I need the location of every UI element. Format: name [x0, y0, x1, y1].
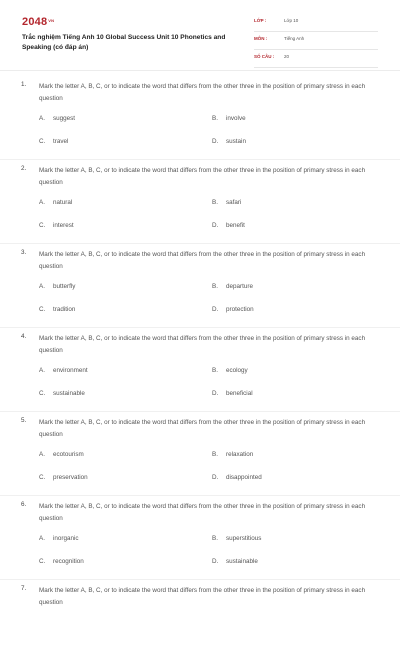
option-text: preservation — [53, 474, 88, 481]
question-list — [0, 79, 400, 667]
option-a[interactable] — [39, 367, 88, 374]
option-letter: A. — [39, 283, 45, 290]
option-letter: A. — [39, 535, 45, 542]
option-text: protection — [226, 306, 254, 313]
option-c[interactable] — [39, 390, 85, 397]
question-text: Mark the letter A, B, C, or to indicate the word that differs from the other three in the position of primary stress in each question — [39, 251, 366, 270]
option-text: tradition — [53, 306, 76, 313]
option-text: disappointed — [226, 474, 262, 481]
option-text: environment — [53, 367, 88, 374]
option-text: sustainable — [53, 390, 85, 397]
meta-subject-value: Tiếng Anh — [284, 36, 305, 41]
meta-count-value: 20 — [284, 54, 290, 59]
question-item — [0, 583, 400, 667]
option-a[interactable] — [39, 115, 75, 122]
option-d[interactable] — [212, 222, 245, 229]
option-b[interactable] — [212, 535, 261, 542]
option-text: recognition — [53, 558, 84, 565]
meta-class-row — [254, 14, 378, 32]
option-b[interactable] — [212, 283, 253, 290]
option-letter: D. — [212, 474, 219, 481]
page-title: Trắc nghiệm Tiếng Anh 10 Global Success Unit 10 Phonetics and Speaking (có đáp án) — [22, 34, 226, 51]
option-a[interactable] — [39, 535, 79, 542]
question-text: Mark the letter A, B, C, or to indicate the word that differs from the other three in the position of primary stress in each question — [39, 587, 366, 606]
question-number: 6. — [21, 501, 27, 508]
question-divider — [0, 495, 400, 496]
option-letter: C. — [39, 390, 46, 397]
question-number: 2. — [21, 165, 27, 172]
option-letter: A. — [39, 115, 45, 122]
meta-class-label: LỚP : — [254, 18, 267, 23]
option-b[interactable] — [212, 115, 246, 122]
question-divider — [0, 243, 400, 244]
question-divider — [0, 411, 400, 412]
option-text: travel — [53, 138, 69, 145]
page-header — [0, 0, 400, 72]
meta-count-row — [254, 50, 378, 68]
option-letter: B. — [212, 451, 218, 458]
option-letter: C. — [39, 558, 46, 565]
option-c[interactable] — [39, 306, 75, 313]
option-letter: D. — [212, 306, 219, 313]
option-c[interactable] — [39, 474, 88, 481]
question-text: Mark the letter A, B, C, or to indicate the word that differs from the other three in the position of primary stress in each question — [39, 83, 366, 102]
meta-class-value: Lớp 10 — [284, 18, 299, 23]
option-text: benefit — [226, 222, 245, 229]
option-d[interactable] — [212, 306, 254, 313]
option-d[interactable] — [212, 474, 262, 481]
header-divider — [0, 70, 400, 71]
option-letter: D. — [212, 390, 219, 397]
question-text: Mark the letter A, B, C, or to indicate the word that differs from the other three in the position of primary stress in each question — [39, 167, 366, 186]
option-b[interactable] — [212, 451, 253, 458]
question-item — [0, 499, 400, 583]
quiz-meta — [254, 14, 378, 68]
meta-count-label: SỐ CÂU : — [254, 54, 275, 59]
option-c[interactable] — [39, 222, 74, 229]
option-letter: B. — [212, 367, 218, 374]
option-letter: C. — [39, 222, 46, 229]
option-text: departure — [226, 283, 253, 290]
option-letter: A. — [39, 451, 45, 458]
question-item — [0, 79, 400, 163]
question-number: 1. — [21, 81, 27, 88]
option-d[interactable] — [212, 558, 258, 565]
question-item — [0, 331, 400, 415]
option-text: interest — [53, 222, 74, 229]
question-number: 4. — [21, 333, 27, 340]
option-text: suggest — [53, 115, 76, 122]
question-text: Mark the letter A, B, C, or to indicate the word that differs from the other three in the position of primary stress in each question — [39, 419, 366, 438]
option-text: sustain — [226, 138, 246, 145]
option-text: butterfly — [53, 283, 76, 290]
option-text: inorganic — [53, 535, 79, 542]
option-text: sustainable — [226, 558, 258, 565]
option-d[interactable] — [212, 138, 246, 145]
option-c[interactable] — [39, 138, 68, 145]
option-c[interactable] — [39, 558, 84, 565]
option-text: superstitious — [226, 535, 262, 542]
question-number: 7. — [21, 585, 27, 592]
option-a[interactable] — [39, 451, 84, 458]
option-text: natural — [53, 199, 73, 206]
option-text: safari — [226, 199, 242, 206]
question-number: 5. — [21, 417, 27, 424]
question-text: Mark the letter A, B, C, or to indicate the word that differs from the other three in the position of primary stress in each question — [39, 335, 366, 354]
option-text: ecotourism — [53, 451, 84, 458]
option-letter: C. — [39, 138, 46, 145]
logo-text: 2048 — [22, 16, 48, 28]
logo-suffix: VN — [48, 18, 55, 23]
option-a[interactable] — [39, 199, 72, 206]
option-letter: C. — [39, 306, 46, 313]
option-text: beneficial — [226, 390, 253, 397]
question-item — [0, 247, 400, 331]
option-letter: D. — [212, 138, 219, 145]
option-b[interactable] — [212, 199, 241, 206]
option-letter: B. — [212, 535, 218, 542]
option-b[interactable] — [212, 367, 248, 374]
option-a[interactable] — [39, 283, 75, 290]
option-letter: A. — [39, 199, 45, 206]
option-letter: D. — [212, 222, 219, 229]
meta-subject-label: MÔN : — [254, 36, 268, 41]
option-text: involve — [226, 115, 246, 122]
option-letter: B. — [212, 199, 218, 206]
question-number: 3. — [21, 249, 27, 256]
option-text: ecology — [226, 367, 248, 374]
option-letter: D. — [212, 558, 219, 565]
option-letter: B. — [212, 115, 218, 122]
option-text: relaxation — [226, 451, 254, 458]
option-letter: A. — [39, 367, 45, 374]
question-item — [0, 163, 400, 247]
question-divider — [0, 327, 400, 328]
question-divider — [0, 159, 400, 160]
meta-subject-row — [254, 32, 378, 50]
question-item — [0, 415, 400, 499]
option-d[interactable] — [212, 390, 253, 397]
option-letter: C. — [39, 474, 46, 481]
option-letter: B. — [212, 283, 218, 290]
question-text: Mark the letter A, B, C, or to indicate the word that differs from the other three in the position of primary stress in each question — [39, 503, 366, 522]
question-divider — [0, 579, 400, 580]
site-logo[interactable] — [22, 16, 54, 28]
